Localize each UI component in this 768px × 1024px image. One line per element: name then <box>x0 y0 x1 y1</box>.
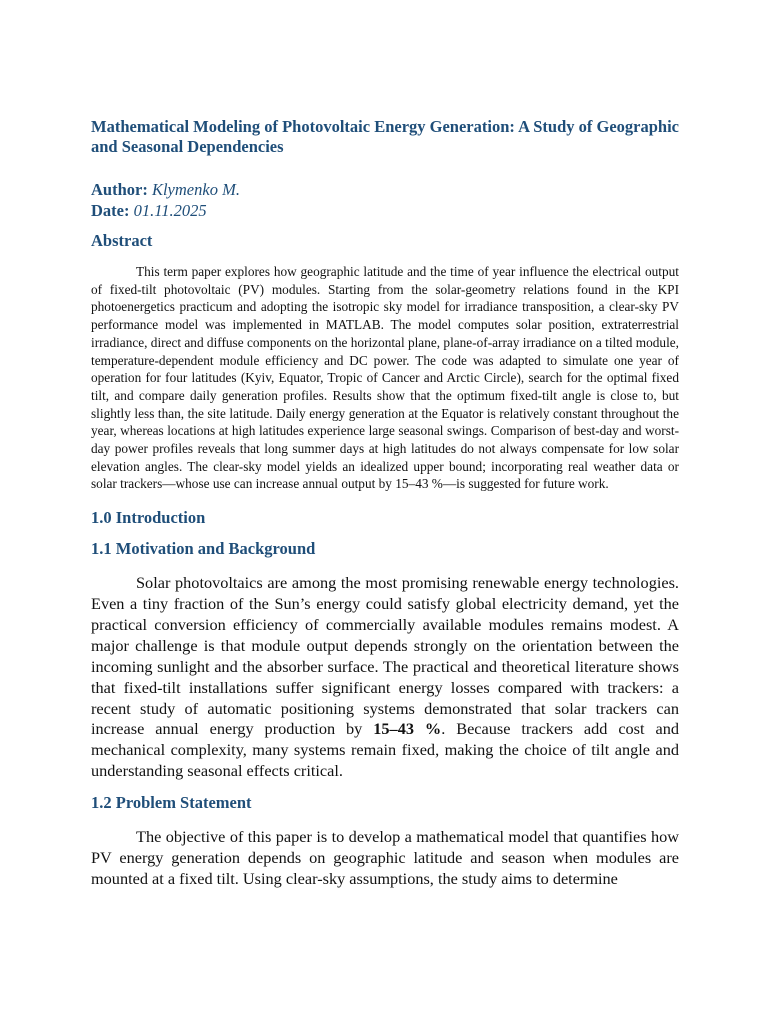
date-value: 01.11.2025 <box>133 201 207 220</box>
abstract-heading: Abstract <box>91 231 153 250</box>
problem-paragraph: The objective of this paper is to develop a mathematical model that quantifies how PV energy generation depends on geographic latitude and season when modules are mounted at a fixed tilt. Using clear-sky assumptions, the study aims to determine <box>91 827 679 889</box>
date-label: Date: <box>91 201 130 220</box>
motivation-paragraph <box>91 573 679 782</box>
motivation-text-bold: 15–43 % <box>373 719 442 739</box>
motivation-text-part1: Solar photovoltaics are among the most promising renewable energy technologies. Even a tiny fraction of the Sun’s energy could satisfy global electricity demand, yet the practical conversion efficiency of commercially available modules remains modest. A major challenge is that module output depends strongly on the orientation between the incoming sunlight and the absorber surface. The practical and theoretical literature shows that fixed-tilt installations suffer significant energy losses compared with trackers: a recent study of automatic positioning systems demonstrated that solar trackers can increase annual energy production by <box>91 573 679 739</box>
author-name: Klymenko M. <box>151 180 240 199</box>
date-line <box>91 200 679 221</box>
section-problem-heading: 1.2 Problem Statement <box>91 793 252 813</box>
paper-page <box>91 117 679 890</box>
motivation-text-part2: . Because trackers add cost and mechanical complexity, many systems remain fixed, making the choice of tilt angle and understanding seasonal effects critical. <box>91 719 679 781</box>
author-label: Author: <box>91 180 148 199</box>
abstract-text: This term paper explores how geographic latitude and the time of year influence the electrical output of fixed-tilt photovoltaic (PV) modules. Starting from the solar-geometry relations found in the KPI photoenergetics practicum and adopting the isotropic sky model for irradiance transposition, a clear-sky PV performance model was implemented in MATLAB. The model computes solar position, extraterrestrial irradiance, direct and diffuse components on the horizontal plane, plane-of-array irradiance on a tilted module, temperature-dependent module efficiency and DC power. The code was adapted to simulate one year of operation for four latitudes (Kyiv, Equator, Tropic of Cancer and Arctic Circle), search for the optimal fixed tilt, and compare daily generation profiles. Results show that the optimum fixed-tilt angle is close to, but slightly less than, the site latitude. Daily energy generation at the Equator is relatively constant throughout the year, whereas locations at high latitudes experience large seasonal swings. Comparison of best-day and worst-day power profiles reveals that long summer days at high latitudes do not always compensate for low solar elevation angles. The clear-sky model yields an idealized upper bound; incorporating real weather data or solar trackers—whose use can increase annual output by 15–43 %—is suggested for future work. <box>91 264 679 492</box>
author-line <box>91 179 679 200</box>
paper-title: Mathematical Modeling of Photovoltaic Energy Generation: A Study of Geographic and Seasonal Dependencies <box>91 117 679 156</box>
section-introduction-heading: 1.0 Introduction <box>91 508 206 528</box>
section-motivation-heading: 1.1 Motivation and Background <box>91 539 316 559</box>
